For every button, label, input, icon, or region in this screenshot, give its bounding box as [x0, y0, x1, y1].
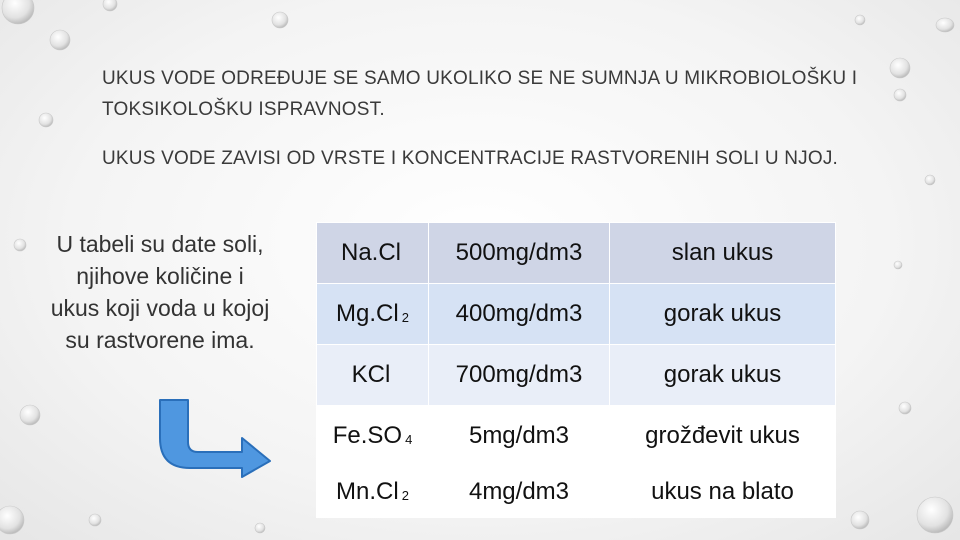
salt-subscript: 2	[401, 488, 409, 503]
taste-cell: grožđevit ukus	[610, 406, 836, 467]
taste-cell: slan ukus	[610, 223, 836, 284]
salt-formula: KCl	[351, 361, 391, 388]
table-description: U tabeli su date soli, njihove količine i ukus koji voda u kojoj su rastvorene ima.	[50, 231, 270, 353]
salt-cell	[317, 284, 429, 345]
salt-formula: Mn.Cl	[336, 478, 399, 505]
amount-cell: 700mg/dm3	[429, 345, 610, 406]
amount-cell: 400mg/dm3	[429, 284, 610, 345]
table-row	[317, 284, 836, 345]
table-row	[317, 406, 836, 467]
amount-cell: 5mg/dm3	[429, 406, 610, 467]
taste-cell: gorak ukus	[610, 284, 836, 345]
salt-subscript: 4	[405, 432, 413, 447]
salts-table	[316, 222, 836, 518]
taste-cell: gorak ukus	[610, 345, 836, 406]
salt-formula: Mg.Cl	[336, 300, 399, 327]
salt-cell	[317, 467, 429, 518]
paragraph-taste-dependence: UKUS VODE ZAVISI OD VRSTE I KONCENTRACIJE RASTVORENIH SOLI U NJOJ.	[102, 148, 839, 169]
table-row	[317, 345, 836, 406]
taste-cell: ukus na blato	[610, 467, 836, 518]
salt-subscript: 2	[401, 310, 409, 325]
table-row	[317, 223, 836, 284]
paragraph-taste-determination: UKUS VODE ODREĐUJE SE SAMO UKOLIKO SE NE SUMNJA U MIKROBIOLOŠKU I TOKSIKOLOŠKU ISPRAVNOST.	[102, 68, 858, 120]
amount-cell: 500mg/dm3	[429, 223, 610, 284]
salt-cell	[317, 223, 429, 284]
arrow-down-right-icon	[150, 398, 275, 478]
salt-cell	[317, 406, 429, 467]
salt-formula: Fe.SO	[332, 422, 403, 449]
amount-cell: 4mg/dm3	[429, 467, 610, 518]
salt-cell	[317, 345, 429, 406]
salt-formula: Na.Cl	[340, 239, 401, 266]
table-row	[317, 467, 836, 518]
